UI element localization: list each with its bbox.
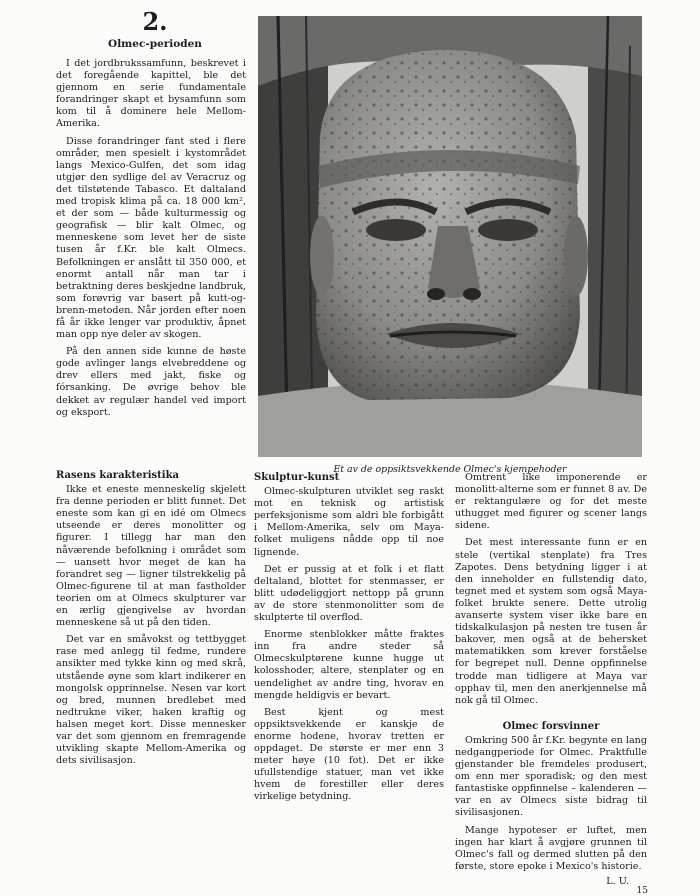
column-middle [254, 472, 444, 803]
section-paragraph: Ikke et eneste menneskelig skjelett fra denne perioden er blitt funnet. Det eneste som kan gi en idé om Olmecs utseende er deres monolitter og figurer. I tillegg har man den nåværende befolkning i området som — uansett hvor meget de kan ha forandret seg — ligner tilstrekkelig på Olmec-figurene til at man fastholder teorien om at Olmecs skulpturer var en ærlig gjengivelse av hvordan menneskene så ut på den tiden. [56, 484, 246, 629]
section-paragraph: Olmec-skulpturen utviklet seg raskt mot en teknisk og artistisk perfeksjonisme som aldri ble forbigått i Mellom-Amerika, selv om Maya-folket muligens nådde opp til noe lignende. [254, 486, 444, 558]
chapter-title: Olmec-perioden [108, 38, 202, 50]
section-paragraph: Det mest interessante funn er en stele (vertikal stenplate) fra Tres Zapotes. Dens betydning ligger i at den inneholder en fullstendig dato, tegnet med et system som også Maya-folket brukte senere. Dette utrolig avanserte system viser ikke bare en tidskalkulasjon på nesten tre tusen år bakover, men også at de behersket matematikken som krever forståelse for begrepet null. Denne oppfinnelse trodde man tidligere at Maya var opphav til, men den anerkjennelse må nok gå til Olmec. [455, 537, 647, 706]
section-heading-forsvinner: Olmec forsvinner [502, 720, 600, 732]
column-right [455, 472, 647, 888]
section-paragraph: Det er pussig at et folk i et flatt deltaland, blottet for stenmasser, er blitt udødeliggjort nettopp på grunn av de store stenmonolitter som de skulpterte til overflod. [254, 563, 444, 624]
section-heading-rasens: Rasens karakteristika [56, 470, 179, 481]
section-paragraph: Best kjent og mest oppsiktsvekkende er kanskje de enorme hodene, hvorav tretten er oppdaget. De største er mer enn 3 meter høye (10 fot). Det er ikke ufullstendige statuer, man vet ikke hvem de forestiller eller deres virkelige betydning. [254, 706, 444, 803]
olmec-head-illustration [258, 16, 642, 457]
intro-paragraph: På den annen side kunne de høste gode avlinger langs elvebreddene og drev ellers med jakt, fiske og fórsanking. De øvrige behov ble dekket av regulær handel ved import og eksport. [56, 346, 246, 418]
column-left [56, 470, 246, 767]
section-paragraph: Enorme stenblokker måtte fraktes inn fra andre steder så Olmecskulptørene kunne hugge ut kolosshoder, altere, stenplater og en uendelighet av andre ting, hvorav en mengde heldigvis er bevart. [254, 629, 444, 701]
section-heading-skulptur: Skulptur-kunst [254, 472, 340, 483]
olmec-head-photo [258, 16, 642, 457]
intro-column [56, 58, 246, 419]
page-number: 15 [636, 886, 648, 896]
section-paragraph: Omkring 500 år f.Kr. begynte en lang nedgangperiode for Olmec. Praktfulle gjenstander ble fremdeles produsert, om enn mer sporadisk; og den mest fantastiske oppfinnelse – kalenderen — var en av Olmecs siste bidrag til sivilisasjonen. [455, 734, 647, 819]
photo-caption: Et av de oppsiktsvekkende Olmec's kjempehoder [333, 464, 567, 475]
intro-paragraph: I det jordbrukssamfunn, beskrevet i det foregående kapittel, ble det gjennom en serie fundamentale forandringer skapt et bysamfunn som kom til å dominere hele Mellom-Amerika. [56, 58, 246, 130]
section-paragraph: Mange hypoteser er luftet, men ingen har klart å avgjøre grunnen til Olmec's fall og dermed slutten på den første, store epoke i Mexico's historie. [455, 824, 647, 872]
section-paragraph: Omtrent like imponerende er monolitt-alterne som er funnet 8 av. De er rektangulære og for det meste uthugget med figurer og scener langs sidene. [455, 472, 647, 532]
chapter-number: 2. [142, 7, 168, 36]
intro-paragraph: Disse forandringer fant sted i flere områder, men spesielt i kystområdet langs Mexico-Gulfen, det som idag utgjør den sydlige del av Veracruz og det tilstøtende Tabasco. Et daltaland med tropisk klima på ca. 18 000 km², et der som — både kulturmessig og geografisk — blir kalt Olmec, og menneskene som levet her de siste tusen år f.Kr. ble kalt Olmecs. Befolkningen er anslått til 350 000, et enormt antall når man tar i betraktning deres beskjedne landbruk, som forøvrig var basert på kutt-og-brenn-metoden. Når jorden efter noen få år ikke lenger var produktiv, åpnet man opp nye deler av skogen. [56, 135, 246, 341]
section-paragraph: Det var en småvokst og tettbygget rase med anlegg til fedme, rundere ansikter med tykke kinn og med skrå, utstående øyne som klart indikerer en mongolsk opprinnelse. Nesen var kort og bred, munnen bredlebet med nedtrukne viker, haken kraftig og halsen meget kort. Disse mennesker var det som gjennom en fremragende utvikling skapte Mellom-Amerika og dets sivilisasjon. [56, 634, 246, 767]
author-signature: L. U. [606, 875, 629, 887]
